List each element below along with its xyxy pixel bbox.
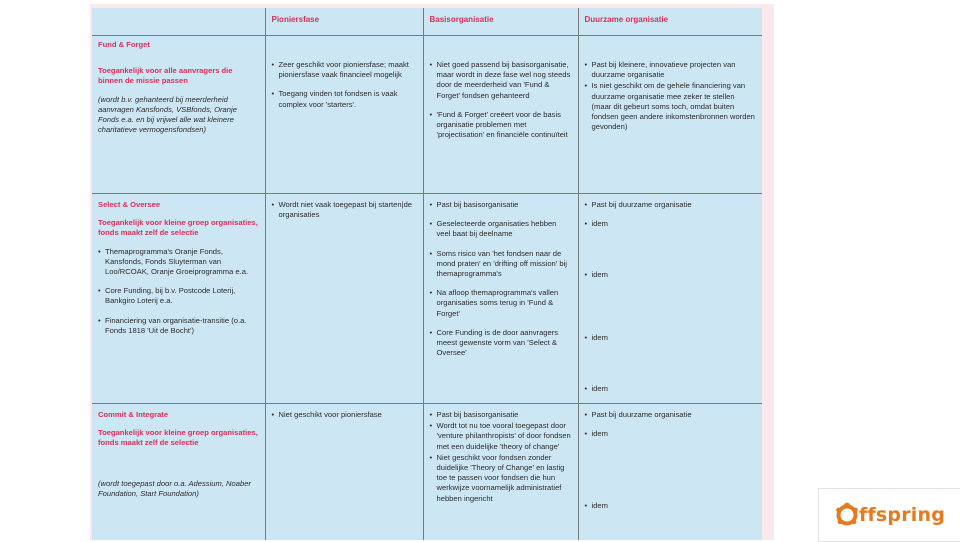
- list-item: • Wordt tot nu toe vooral toegepast door 'venture philanthropists' of door fondsen met een duidelijke 'theory of change': [430, 421, 572, 452]
- list-item: • idem: [585, 384, 757, 394]
- row-subtitle: Toegankelijk voor kleine groep organisaties, fonds maakt zelf de selectie: [98, 218, 258, 238]
- list-item: • idem: [585, 219, 757, 229]
- row-commit-integrate: [92, 404, 762, 540]
- cell-pioniersfase: [265, 404, 423, 540]
- list-item: • Zeer geschikt voor pioniersfase; maakt pioniersfase vaak financieel mogelijk: [272, 60, 417, 80]
- list-item: • Past bij basisorganisatie: [430, 200, 572, 210]
- row-label-cell: [92, 404, 265, 540]
- header-row: [92, 8, 762, 36]
- list-item: • Na afloop themaprogramma's vallen organisaties soms terug in 'Fund & Forget': [430, 288, 572, 319]
- header-basisorganisatie: Basisorganisatie: [423, 8, 578, 36]
- list-item: • Past bij duurzame organisatie: [585, 410, 757, 420]
- list-item: • idem: [585, 270, 757, 280]
- row-fund-forget: [92, 36, 762, 194]
- logo-text: ffspring: [858, 504, 946, 526]
- list-item: • idem: [585, 333, 757, 343]
- funding-matrix-table: [92, 8, 762, 540]
- list-item: • Themaprogramma's Oranje Fonds, Kansfonds, Fonds Sluyterman van Loo/RCOAK, Oranje Groeiprogramma e.a.: [98, 247, 259, 278]
- row-subtitle: Toegankelijk voor alle aanvragers die binnen de missie passen: [98, 66, 233, 86]
- cell-pioniersfase: [265, 36, 423, 194]
- list-item: • Past bij duurzame organisatie: [585, 200, 757, 210]
- list-item: • Soms risico van 'het fondsen naar de mond praten' en 'drifting off mission' bij themaprogramma's: [430, 249, 572, 280]
- list-item: • Geselecteerde organisaties hebben veel baat bij deelname: [430, 219, 572, 239]
- list-item: • Niet geschikt voor pioniersfase: [272, 410, 417, 420]
- list-item: • Is niet geschikt om de gehele financiering van duurzame organisatie mee zeker te stellen (maar dit gebeurt soms toch, omdat buiten fondsen geen andere inkomstenbronnen worden gevonden): [585, 81, 757, 132]
- list-item: • idem: [585, 501, 757, 511]
- offspring-logo: [818, 488, 960, 542]
- cell-basisorganisatie: [423, 194, 578, 404]
- row-label-cell: [92, 194, 265, 404]
- cell-duurzame-organisatie: [578, 404, 762, 540]
- cell-duurzame-organisatie: [578, 36, 762, 194]
- list-item: • Wordt niet vaak toegepast bij starten|de organisaties: [272, 200, 417, 220]
- list-item: • 'Fund & Forget' creëert voor de basis organisatie problemen met 'projectisation' en financiële continuïteit: [430, 110, 572, 141]
- list-item: • Toegang vinden tot fondsen is vaak complex voor 'starters'.: [272, 89, 417, 109]
- list-item: • idem: [585, 429, 757, 439]
- row-note: (wordt toegepast door o.a. Adessium, Noaber Foundation, Start Foundation): [98, 478, 251, 498]
- row-title: Select & Oversee: [98, 200, 161, 209]
- header-empty: [92, 8, 265, 36]
- cell-basisorganisatie: [423, 404, 578, 540]
- row-title: Fund & Forget: [98, 40, 150, 49]
- list-item: • Niet geschikt voor fondsen zonder duidelijke 'Theory of Change' en lastig toe te passen voor fondsen die hun werkwijze voornamelijk administratief hebben ingericht: [430, 453, 572, 504]
- row-label-cell: [92, 36, 265, 194]
- flower-o-icon: [835, 502, 859, 528]
- cell-basisorganisatie: [423, 36, 578, 194]
- list-item: • Past bij basisorganisatie: [430, 410, 572, 420]
- header-duurzame-organisatie: Duurzame organisatie: [578, 8, 762, 36]
- list-item: • Core Funding, bij b.v. Postcode Loterij, Bankgiro Loterij e.a.: [98, 286, 259, 306]
- row-title: Commit & Integrate: [98, 410, 169, 420]
- row-select-oversee: [92, 194, 762, 404]
- cell-duurzame-organisatie: [578, 194, 762, 404]
- list-item: • Niet goed passend bij basisorganisatie, maar wordt in deze fase wel nog steeds door de meerderheid van 'Fund & Forget' fondsen gehanteerd: [430, 60, 572, 101]
- row-subtitle: Toegankelijk voor kleine groep organisaties, fonds maakt zelf de selectie: [98, 428, 258, 448]
- list-item: • Financiering van organisatie-transitie (o.a. Fonds 1818 'Uit de Bocht'): [98, 316, 259, 336]
- list-item: • Past bij kleinere, innovatieve projecten van duurzame organisatie: [585, 60, 757, 80]
- header-pioniersfase: Pioniersfase: [265, 8, 423, 36]
- row-note: (wordt b.v. gehanteerd bij meerderheid aanvragen Kansfonds, VSBfonds, Oranje Fonds e.a. en bij vrijwel alle wat kleinere charitatieve vermogensfondsen): [98, 94, 237, 135]
- list-item: • Core Funding is de door aanvragers meest gewenste vorm van 'Select & Oversee': [430, 328, 572, 359]
- cell-pioniersfase: [265, 194, 423, 404]
